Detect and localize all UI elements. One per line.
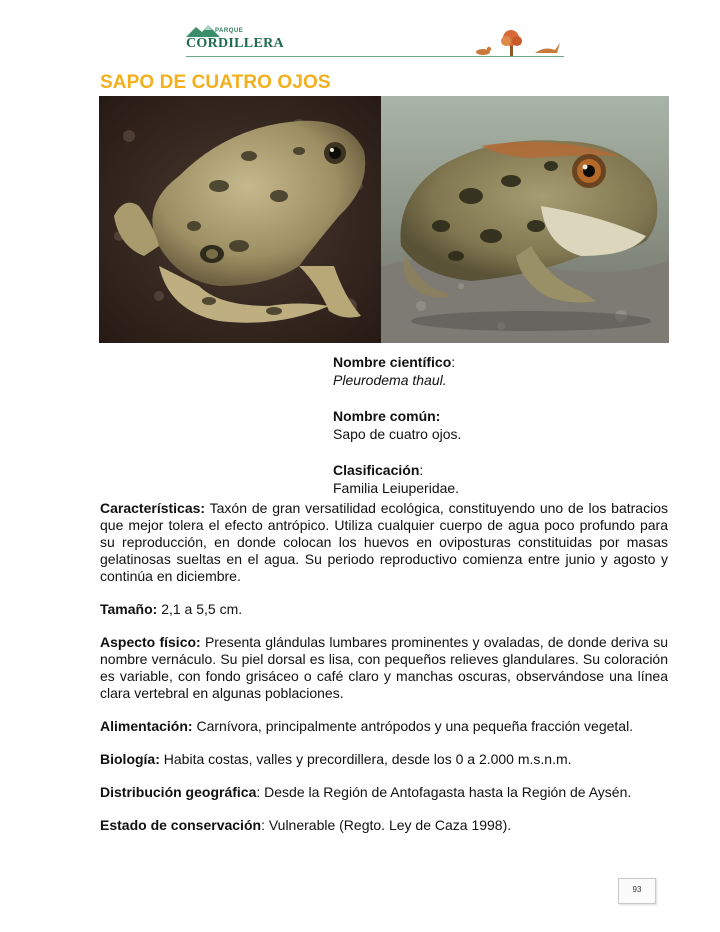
scientific-name-block <box>333 353 663 389</box>
tamano-text: 2,1 a 5,5 cm. <box>157 601 243 617</box>
classification-colon: : <box>419 462 424 478</box>
caracteristicas-label: Características: <box>100 500 206 516</box>
distribucion-label: Distribución geográfica <box>100 784 257 800</box>
biologia-label: Biología: <box>100 751 160 767</box>
aspecto-label: Aspecto físico: <box>100 634 201 650</box>
estado-label: Estado de conservación <box>100 817 262 833</box>
caracteristicas-text: Taxón de gran versatilidad ecológica, constituyendo uno de los batracios que mejor tolera el efecto antrópico. Utiliza cualquier cuerpo de agua poco profundo para su reproducción, en donde colocan los huevos en oviposturas constituidas por masas gelatinosas sueltas en el agua. Su periodo reproductivo comienza entre junio y agosto y continúa en diciembre. <box>100 500 668 584</box>
alimentacion-text: Carnívora, principalmente antrópodos y una pequeña fracción vegetal. <box>192 718 634 734</box>
scientific-name-colon: : <box>451 354 456 370</box>
logo-subtitle: PARQUE <box>215 28 244 34</box>
page-title: SAPO DE CUATRO OJOS <box>100 72 331 93</box>
alimentacion-label: Alimentación: <box>100 718 193 734</box>
frog-photo-left <box>99 96 381 343</box>
scientific-name-label: Nombre científico <box>333 354 452 370</box>
wildlife-decoration-icon <box>465 28 565 58</box>
classification-block <box>333 461 663 497</box>
logo-title: CORDILLERA <box>186 36 284 51</box>
page-header <box>0 0 720 70</box>
biologia-text: Habita costas, valles y precordillera, desde los 0 a 2.000 m.s.n.m. <box>159 751 572 767</box>
common-name-label: Nombre común: <box>333 408 441 424</box>
aspecto-paragraph <box>100 634 668 702</box>
distribucion-text: : Desde la Región de Antofagasta hasta la Región de Aysén. <box>256 784 632 800</box>
estado-paragraph <box>100 817 668 834</box>
distribucion-paragraph <box>100 784 668 801</box>
tamano-paragraph <box>100 601 668 618</box>
page-number: 93 <box>618 878 656 904</box>
scientific-name-value: Pleurodema thaul. <box>333 372 447 388</box>
classification-value: Familia Leiuperidae. <box>333 480 460 496</box>
description-body <box>100 500 668 850</box>
classification-label: Clasificación <box>333 462 420 478</box>
estado-text: : Vulnerable (Regto. Ley de Caza 1998). <box>261 817 512 833</box>
frog-photo-right <box>381 96 669 343</box>
species-info <box>333 353 663 515</box>
tamano-label: Tamaño: <box>100 601 158 617</box>
common-name-value: Sapo de cuatro ojos. <box>333 426 462 442</box>
aspecto-text: Presenta glándulas lumbares prominentes y ovaladas, de donde deriva su nombre vernáculo. Su piel dorsal es lisa, con pequeños relieves glandulares. Su coloración es variable, con fondo grisáceo o café claro y manchas oscuras, observándose una línea clara vertebral en algunas poblaciones. <box>100 634 668 701</box>
common-name-block <box>333 407 663 443</box>
caracteristicas-paragraph <box>100 500 668 585</box>
biologia-paragraph <box>100 751 668 768</box>
alimentacion-paragraph <box>100 718 668 735</box>
